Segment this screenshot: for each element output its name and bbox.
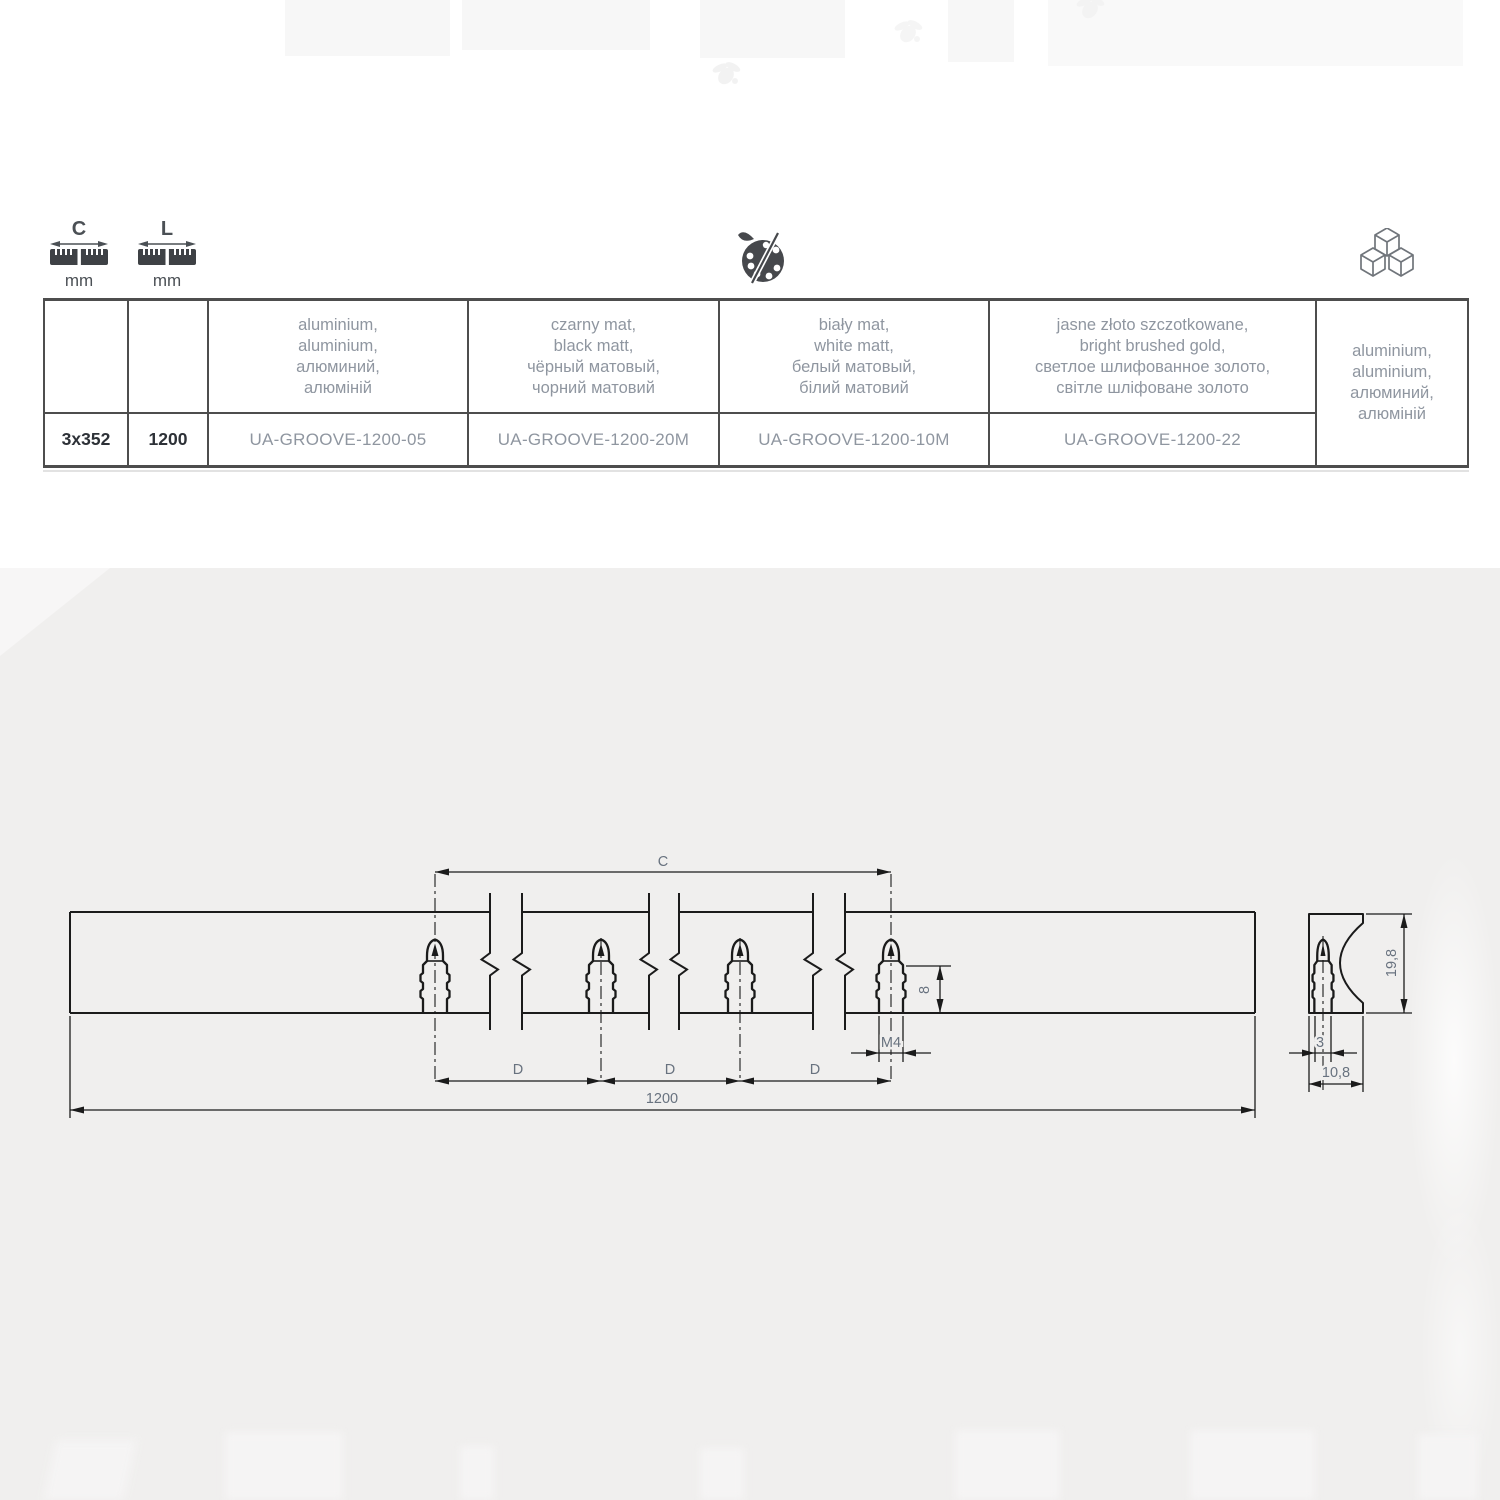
code-cell: UA-GROOVE-1200-05 [209, 414, 469, 465]
watermark-ghost-text [460, 1446, 494, 1500]
label-10-8: 10,8 [1321, 1065, 1351, 1081]
cubes-icon [1360, 228, 1416, 280]
break-lines [482, 893, 854, 1030]
label-d1: D [512, 1062, 524, 1078]
code-cell: UA-GROOVE-1200-22 [990, 414, 1317, 465]
watermark-band [285, 0, 450, 56]
l-unit-label: mm [152, 271, 182, 290]
watermark-ghost-text [44, 1440, 137, 1500]
fly-watermark-icon [706, 58, 746, 88]
label-d2: D [664, 1062, 676, 1078]
c-unit-label: mm [64, 271, 94, 290]
code-cell: UA-GROOVE-1200-20M [469, 414, 720, 465]
label-m4: M4 [880, 1035, 902, 1051]
label-3: 3 [1315, 1035, 1325, 1051]
l-ruler-icon [136, 239, 198, 271]
watermark-band [462, 0, 650, 50]
palette-icon [738, 228, 788, 286]
table-shadow [43, 470, 1469, 472]
watermark-ghost-text [700, 1448, 744, 1500]
watermark-band [1048, 0, 1463, 66]
technical-drawing [0, 820, 1500, 1150]
label-19-8: 19,8 [1384, 948, 1400, 978]
handle-profile-end-view [1309, 914, 1363, 1013]
material-cell: aluminium, aluminium, алюминий, алюміній [1350, 342, 1434, 423]
l-value-cell: 1200 [129, 414, 209, 465]
watermark-ghost-text [225, 1432, 343, 1500]
handle-bar-side-view [70, 912, 1255, 1013]
color-header-black-matt: czarny mat, black matt, чёрный матовый, чорний матовий [469, 301, 720, 414]
c-ruler-icon [48, 239, 110, 271]
l-header-cell [129, 301, 209, 414]
label-8: 8 [917, 985, 933, 995]
watermark-ghost-text [1190, 1430, 1315, 1500]
label-1200: 1200 [645, 1091, 679, 1107]
fly-watermark-icon [888, 16, 928, 46]
c-value-cell: 3x352 [45, 414, 129, 465]
l-dimension-header [134, 220, 200, 290]
c-header-cell [45, 301, 129, 414]
watermark-ghost-text [955, 1430, 1060, 1500]
c-letter: C [71, 218, 87, 240]
color-header-white-matt: biały mat, white matt, белый матовый, білий матовий [720, 301, 990, 414]
color-header-aluminium: aluminium, aluminium, алюминий, алюміній [209, 301, 469, 414]
mounting-screws [421, 940, 906, 1014]
product-variants-table [43, 298, 1469, 468]
code-cell: UA-GROOVE-1200-10M [720, 414, 990, 465]
l-letter: L [160, 218, 174, 240]
label-d3: D [809, 1062, 821, 1078]
watermark-ghost-text [1418, 1434, 1478, 1500]
c-dimension-header [46, 220, 112, 290]
fly-watermark-icon [1070, 0, 1110, 22]
watermark-band [700, 0, 845, 58]
label-c: C [657, 854, 669, 870]
watermark-band [948, 0, 1014, 62]
color-header-brushed-gold: jasne złoto szczotkowane, bright brushed gold, светлое шлифованное золото, світле шліфоване золото [990, 301, 1317, 414]
